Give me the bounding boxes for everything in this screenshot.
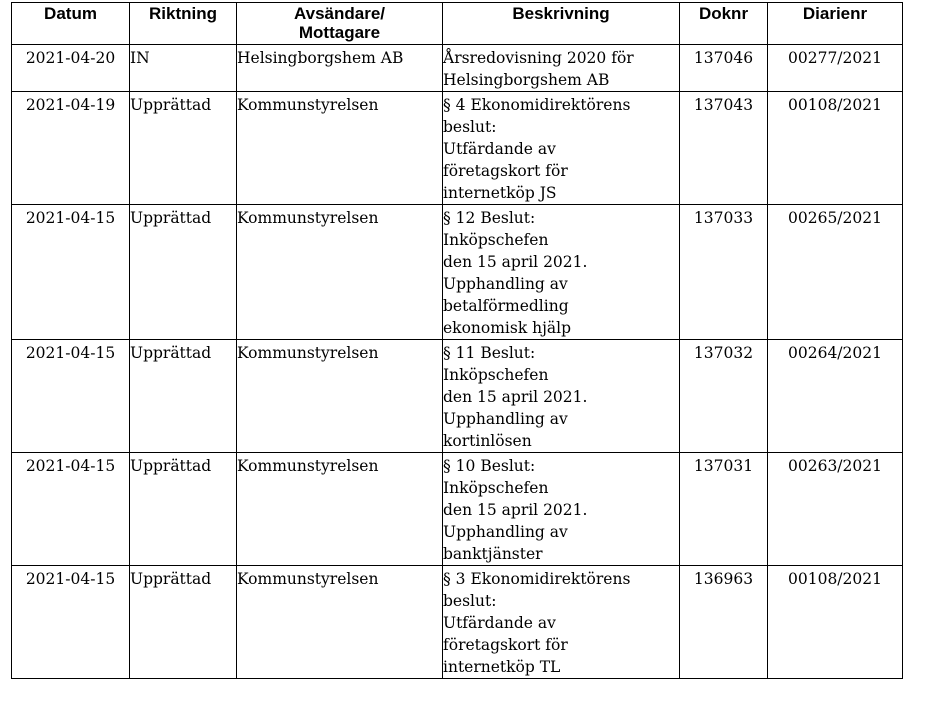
header-row <box>12 3 903 45</box>
cell-beskrivning <box>443 45 680 92</box>
beskrivning-line: företagskort för <box>443 636 568 654</box>
cell-doknr: 137046 <box>680 45 768 92</box>
cell-diarienr: 00108/2021 <box>768 566 903 679</box>
cell-doknr: 137043 <box>680 92 768 205</box>
beskrivning-line: Upphandling av <box>443 410 568 428</box>
cell-beskrivning <box>443 205 680 340</box>
beskrivning-line: § 3 Ekonomidirektörens <box>443 570 631 588</box>
header-diarienr: Diarienr <box>768 3 903 45</box>
cell-beskrivning <box>443 566 680 679</box>
cell-datum: 2021-04-15 <box>12 566 130 679</box>
beskrivning-line: § 11 Beslut: <box>443 344 536 362</box>
diary-register-table <box>11 2 903 679</box>
beskrivning-line: den 15 april 2021. <box>443 388 588 406</box>
header-doknr: Doknr <box>680 3 768 45</box>
cell-diarienr: 00263/2021 <box>768 453 903 566</box>
beskrivning-line: Utfärdande av <box>443 140 556 158</box>
cell-datum: 2021-04-20 <box>12 45 130 92</box>
beskrivning-line: Inköpschefen <box>443 366 549 384</box>
cell-avsandare-mottagare: Helsingborgshem AB <box>237 45 443 92</box>
beskrivning-line: banktjänster <box>443 545 543 563</box>
header-avsandare-line1: Avsändare/ <box>293 4 386 23</box>
cell-riktning: Upprättad <box>130 205 237 340</box>
cell-doknr: 136963 <box>680 566 768 679</box>
header-beskrivning: Beskrivning <box>443 3 680 45</box>
beskrivning-line: den 15 april 2021. <box>443 501 588 519</box>
cell-diarienr: 00108/2021 <box>768 92 903 205</box>
cell-diarienr: 00264/2021 <box>768 340 903 453</box>
cell-doknr: 137032 <box>680 340 768 453</box>
cell-datum: 2021-04-19 <box>12 92 130 205</box>
beskrivning-line: internetköp TL <box>443 658 561 676</box>
cell-doknr: 137033 <box>680 205 768 340</box>
header-riktning: Riktning <box>130 3 237 45</box>
table-row <box>12 205 903 340</box>
beskrivning-line: Utfärdande av <box>443 614 556 632</box>
cell-riktning: Upprättad <box>130 566 237 679</box>
beskrivning-line: Årsredovisning 2020 för <box>443 49 634 67</box>
cell-doknr: 137031 <box>680 453 768 566</box>
cell-riktning: Upprättad <box>130 340 237 453</box>
table-row <box>12 566 903 679</box>
beskrivning-line: internetköp JS <box>443 184 557 202</box>
cell-datum: 2021-04-15 <box>12 205 130 340</box>
cell-avsandare-mottagare: Kommunstyrelsen <box>237 453 443 566</box>
beskrivning-line: ekonomisk hjälp <box>443 319 572 337</box>
table-row <box>12 453 903 566</box>
beskrivning-line: § 12 Beslut: <box>443 209 536 227</box>
beskrivning-line: Helsingborgshem AB <box>443 71 610 89</box>
beskrivning-line: Upphandling av <box>443 275 568 293</box>
cell-diarienr: 00265/2021 <box>768 205 903 340</box>
header-avsandare-line2: Mottagare <box>298 23 381 42</box>
cell-diarienr: 00277/2021 <box>768 45 903 92</box>
beskrivning-line: Inköpschefen <box>443 479 549 497</box>
cell-avsandare-mottagare: Kommunstyrelsen <box>237 340 443 453</box>
cell-avsandare-mottagare: Kommunstyrelsen <box>237 566 443 679</box>
beskrivning-line: företagskort för <box>443 162 568 180</box>
cell-riktning: Upprättad <box>130 92 237 205</box>
cell-beskrivning <box>443 453 680 566</box>
table-row <box>12 45 903 92</box>
cell-riktning: IN <box>130 45 237 92</box>
table-row <box>12 92 903 205</box>
beskrivning-line: Upphandling av <box>443 523 568 541</box>
register-body <box>12 45 903 679</box>
beskrivning-line: § 10 Beslut: <box>443 457 536 475</box>
beskrivning-line: beslut: <box>443 118 497 136</box>
cell-avsandare-mottagare: Kommunstyrelsen <box>237 92 443 205</box>
beskrivning-line: kortinlösen <box>443 432 532 450</box>
cell-beskrivning <box>443 92 680 205</box>
cell-datum: 2021-04-15 <box>12 453 130 566</box>
beskrivning-line: § 4 Ekonomidirektörens <box>443 96 631 114</box>
cell-avsandare-mottagare: Kommunstyrelsen <box>237 205 443 340</box>
header-datum: Datum <box>12 3 130 45</box>
table-row <box>12 340 903 453</box>
cell-riktning: Upprättad <box>130 453 237 566</box>
beskrivning-line: Inköpschefen <box>443 231 549 249</box>
header-avsandare-mottagare <box>237 3 443 45</box>
beskrivning-line: den 15 april 2021. <box>443 253 588 271</box>
beskrivning-line: beslut: <box>443 592 497 610</box>
cell-datum: 2021-04-15 <box>12 340 130 453</box>
beskrivning-line: betalförmedling <box>443 297 569 315</box>
cell-beskrivning <box>443 340 680 453</box>
